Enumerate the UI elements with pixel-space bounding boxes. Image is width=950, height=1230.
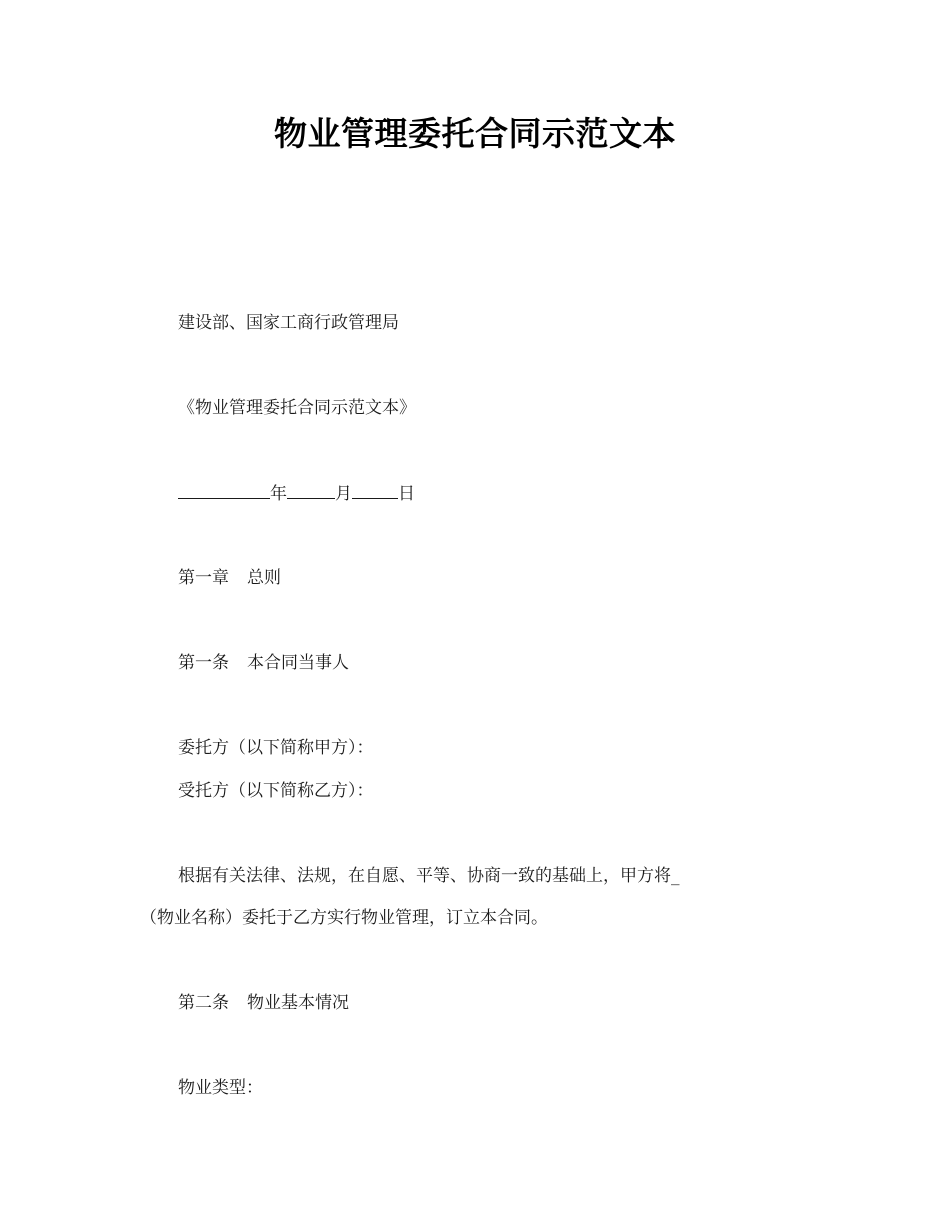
issuer-line: 建设部、国家工商行政管理局 [178, 313, 399, 333]
article-2-name: 物业基本情况 [247, 993, 349, 1013]
party-b-line: 受托方（以下简称乙方）： [178, 781, 374, 801]
article-2-heading [178, 992, 349, 1014]
article-1-number: 第一条 [178, 653, 229, 673]
date-line [178, 482, 415, 505]
document-name-line: 《物业管理委托合同示范文本》 [178, 398, 416, 418]
intro-paragraph-line-1: 根据有关法律、法规，在自愿、平等、协商一致的基础上，甲方将_ [178, 866, 680, 886]
chapter-name: 总则 [247, 568, 281, 588]
article-1-heading [178, 652, 349, 674]
day-label: 日 [398, 484, 415, 504]
month-blank [287, 482, 335, 499]
article-1-name: 本合同当事人 [247, 653, 349, 673]
chapter-number: 第一章 [178, 568, 229, 588]
article-2-number: 第二条 [178, 993, 229, 1013]
party-a-line: 委托方（以下简称甲方）： [178, 738, 374, 758]
month-label: 月 [335, 484, 352, 504]
chapter-heading [178, 567, 281, 589]
year-label: 年 [270, 484, 287, 504]
document-title: 物业管理委托合同示范文本 [274, 114, 676, 153]
intro-paragraph-line-2: （物业名称）委托于乙方实行物业管理，订立本合同。 [140, 908, 548, 928]
day-blank [352, 482, 398, 499]
property-type-line: 物业类型： [178, 1078, 263, 1098]
year-blank [178, 482, 270, 499]
